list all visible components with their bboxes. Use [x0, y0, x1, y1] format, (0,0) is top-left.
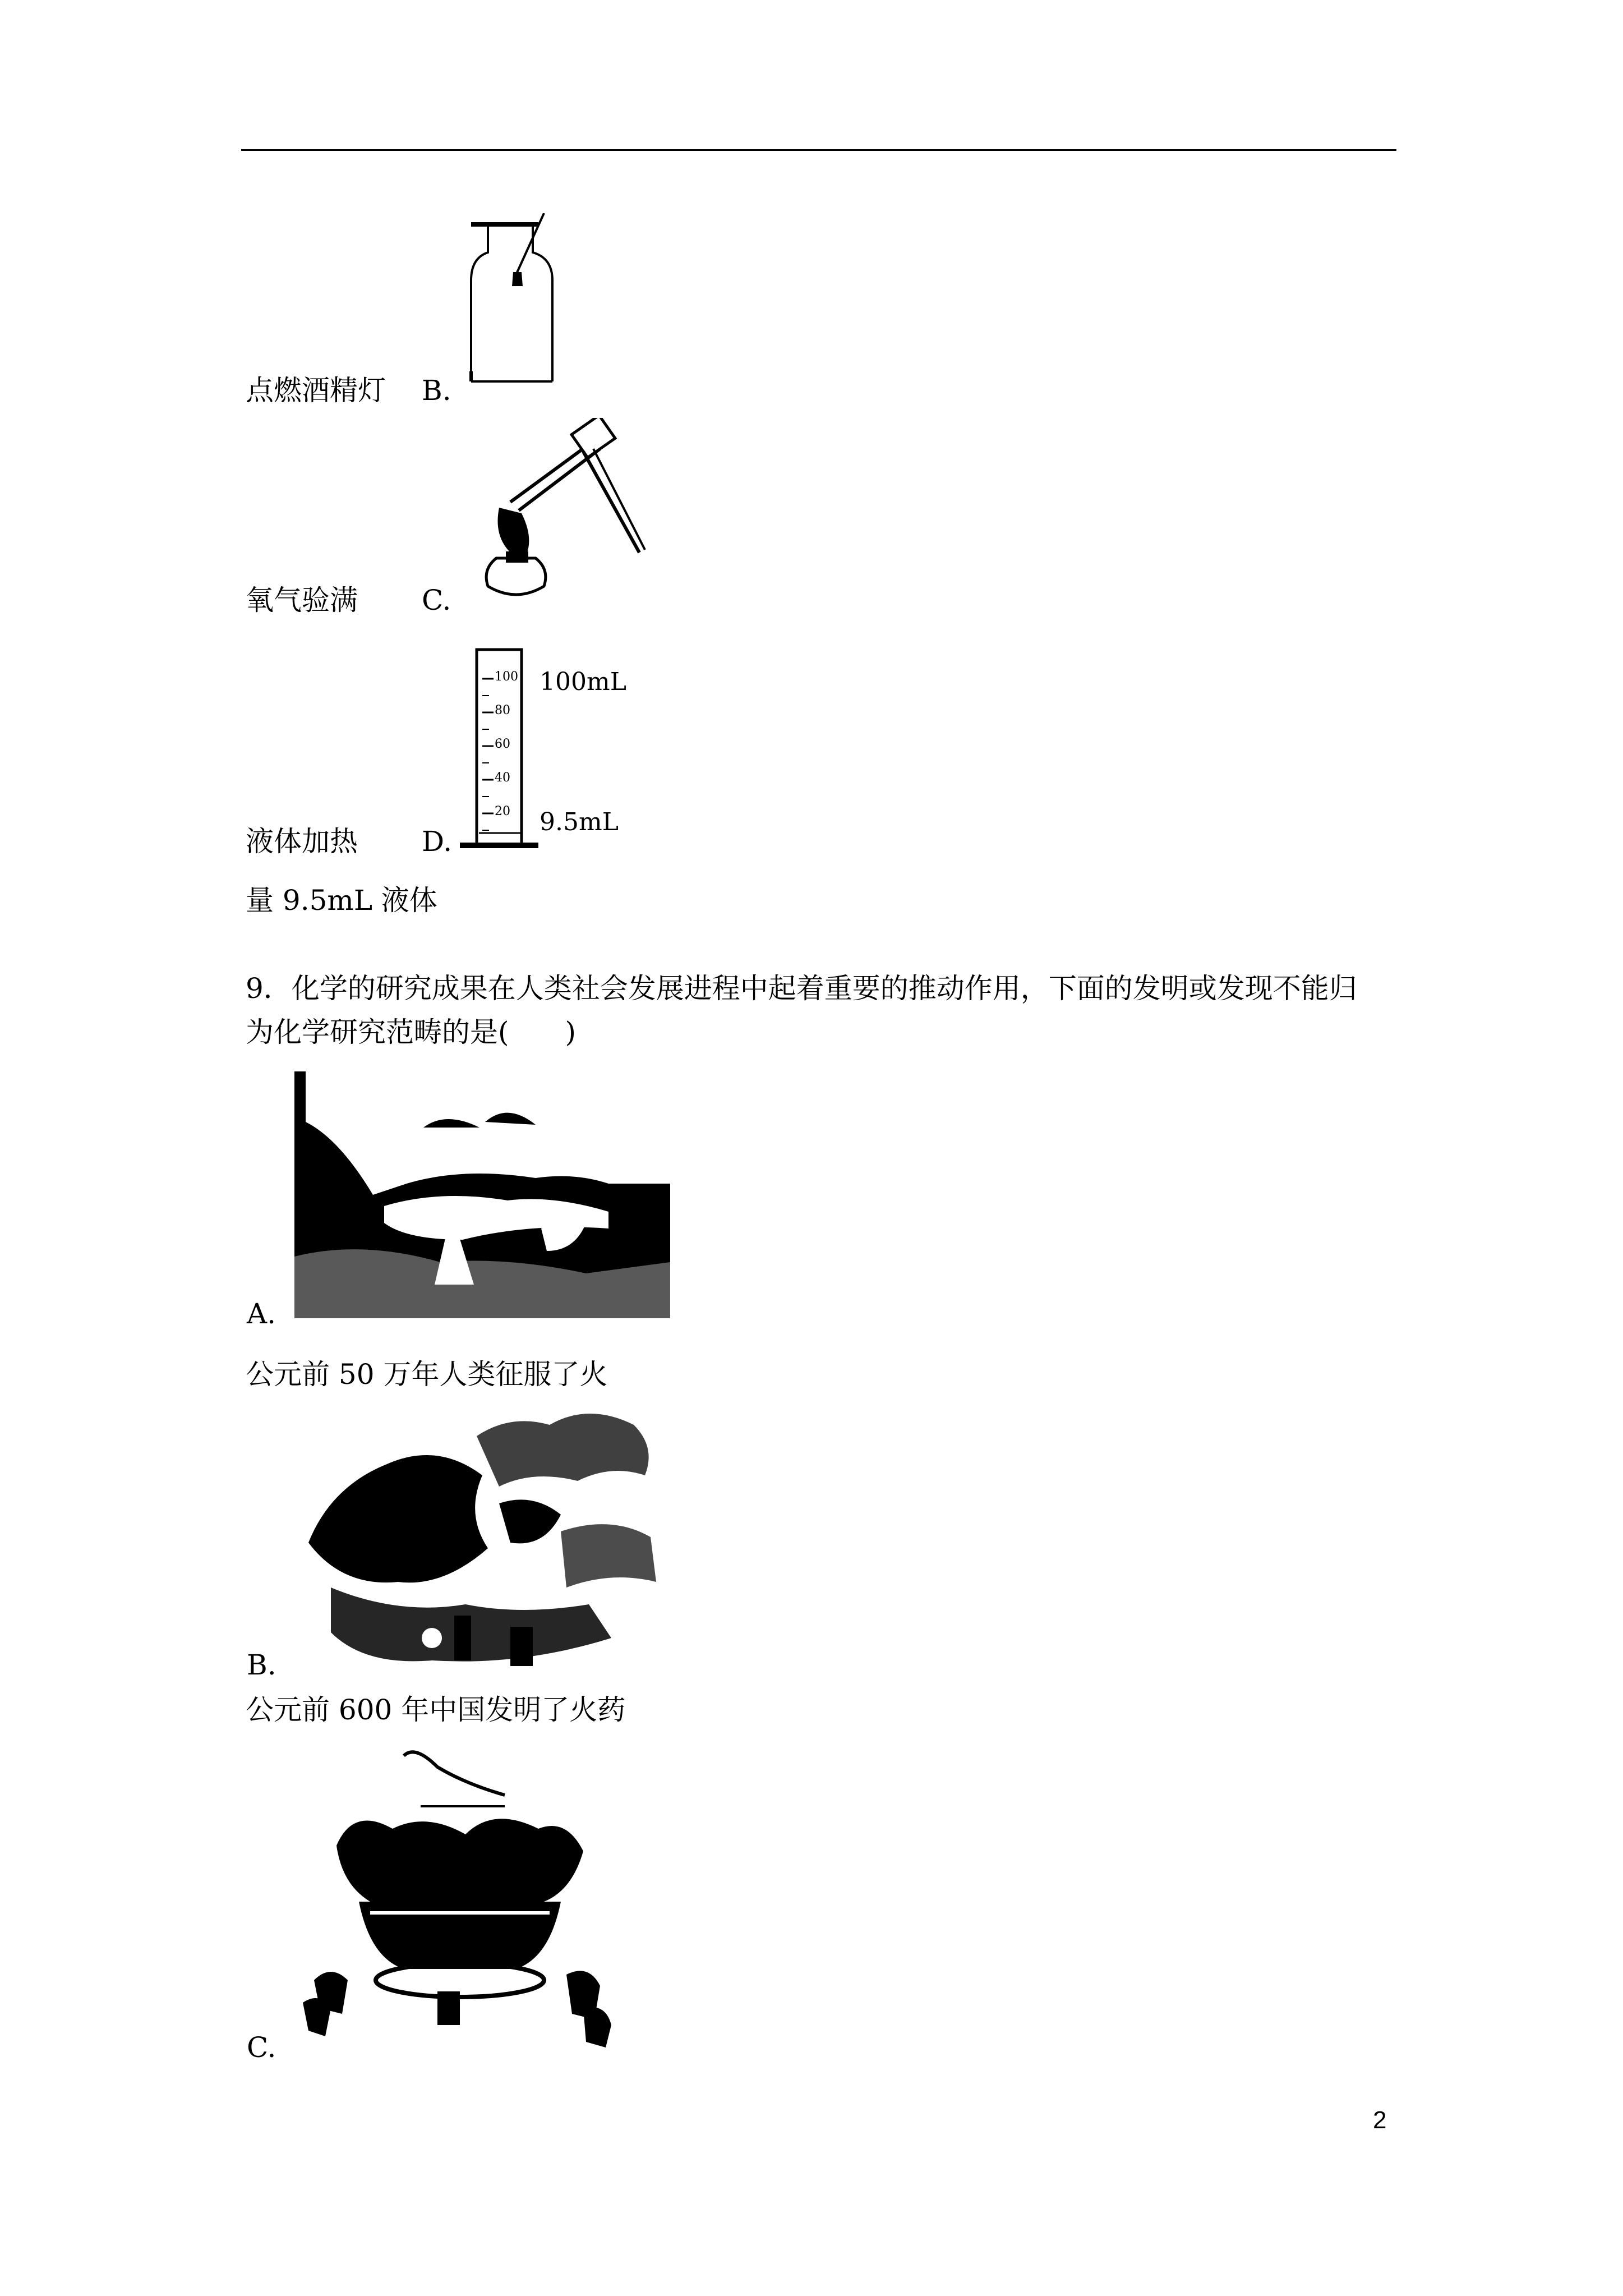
gas-bottle-figure — [460, 213, 572, 398]
page-number: 2 — [1373, 2106, 1387, 2134]
question-9-option-c-label: C. — [247, 2031, 276, 2064]
graduated-cylinder-figure — [460, 645, 628, 858]
option-c-label: C. — [422, 584, 451, 616]
question-9-option-b-caption: 公元前 600 年中国发明了火药 — [246, 1694, 626, 1726]
option-c-caption: 液体加热 — [246, 825, 358, 858]
cylinder-level-label: 9.5mL — [540, 808, 619, 836]
option-b-caption: 氧气验满 — [246, 584, 358, 616]
cauldron-scene-image — [303, 1745, 617, 2059]
question-9-option-a-label: A. — [247, 1297, 276, 1330]
cylinder-tick-80: 80 — [495, 703, 510, 717]
question-9-option-a-caption: 公元前 50 万年人类征服了火 — [246, 1358, 608, 1391]
option-d-label: D. — [422, 825, 453, 858]
question-9-line-2: 为化学研究范畴的是( ) — [246, 1016, 577, 1048]
gunpowder-scene-image — [297, 1402, 662, 1677]
option-a-caption: 点燃酒精灯 — [246, 374, 386, 407]
cylinder-tick-40: 40 — [495, 771, 510, 785]
option-b-label: B. — [422, 374, 451, 407]
cylinder-tick-60: 60 — [495, 737, 510, 751]
cylinder-tick-100: 100 — [495, 670, 518, 684]
option-d-caption: 量 9.5mL 液体 — [246, 884, 437, 917]
header-rule — [241, 149, 1396, 151]
question-9-line-1: 9．化学的研究成果在人类社会发展进程中起着重要的推动作用，下面的发明或发现不能归 — [246, 972, 1357, 1005]
cylinder-top-label: 100mL — [540, 668, 626, 696]
question-9-option-b-label: B. — [247, 1649, 276, 1681]
cylinder-tick-20: 20 — [495, 804, 510, 818]
fire-scene-image — [294, 1071, 670, 1318]
test-tube-heating-figure — [465, 418, 656, 609]
